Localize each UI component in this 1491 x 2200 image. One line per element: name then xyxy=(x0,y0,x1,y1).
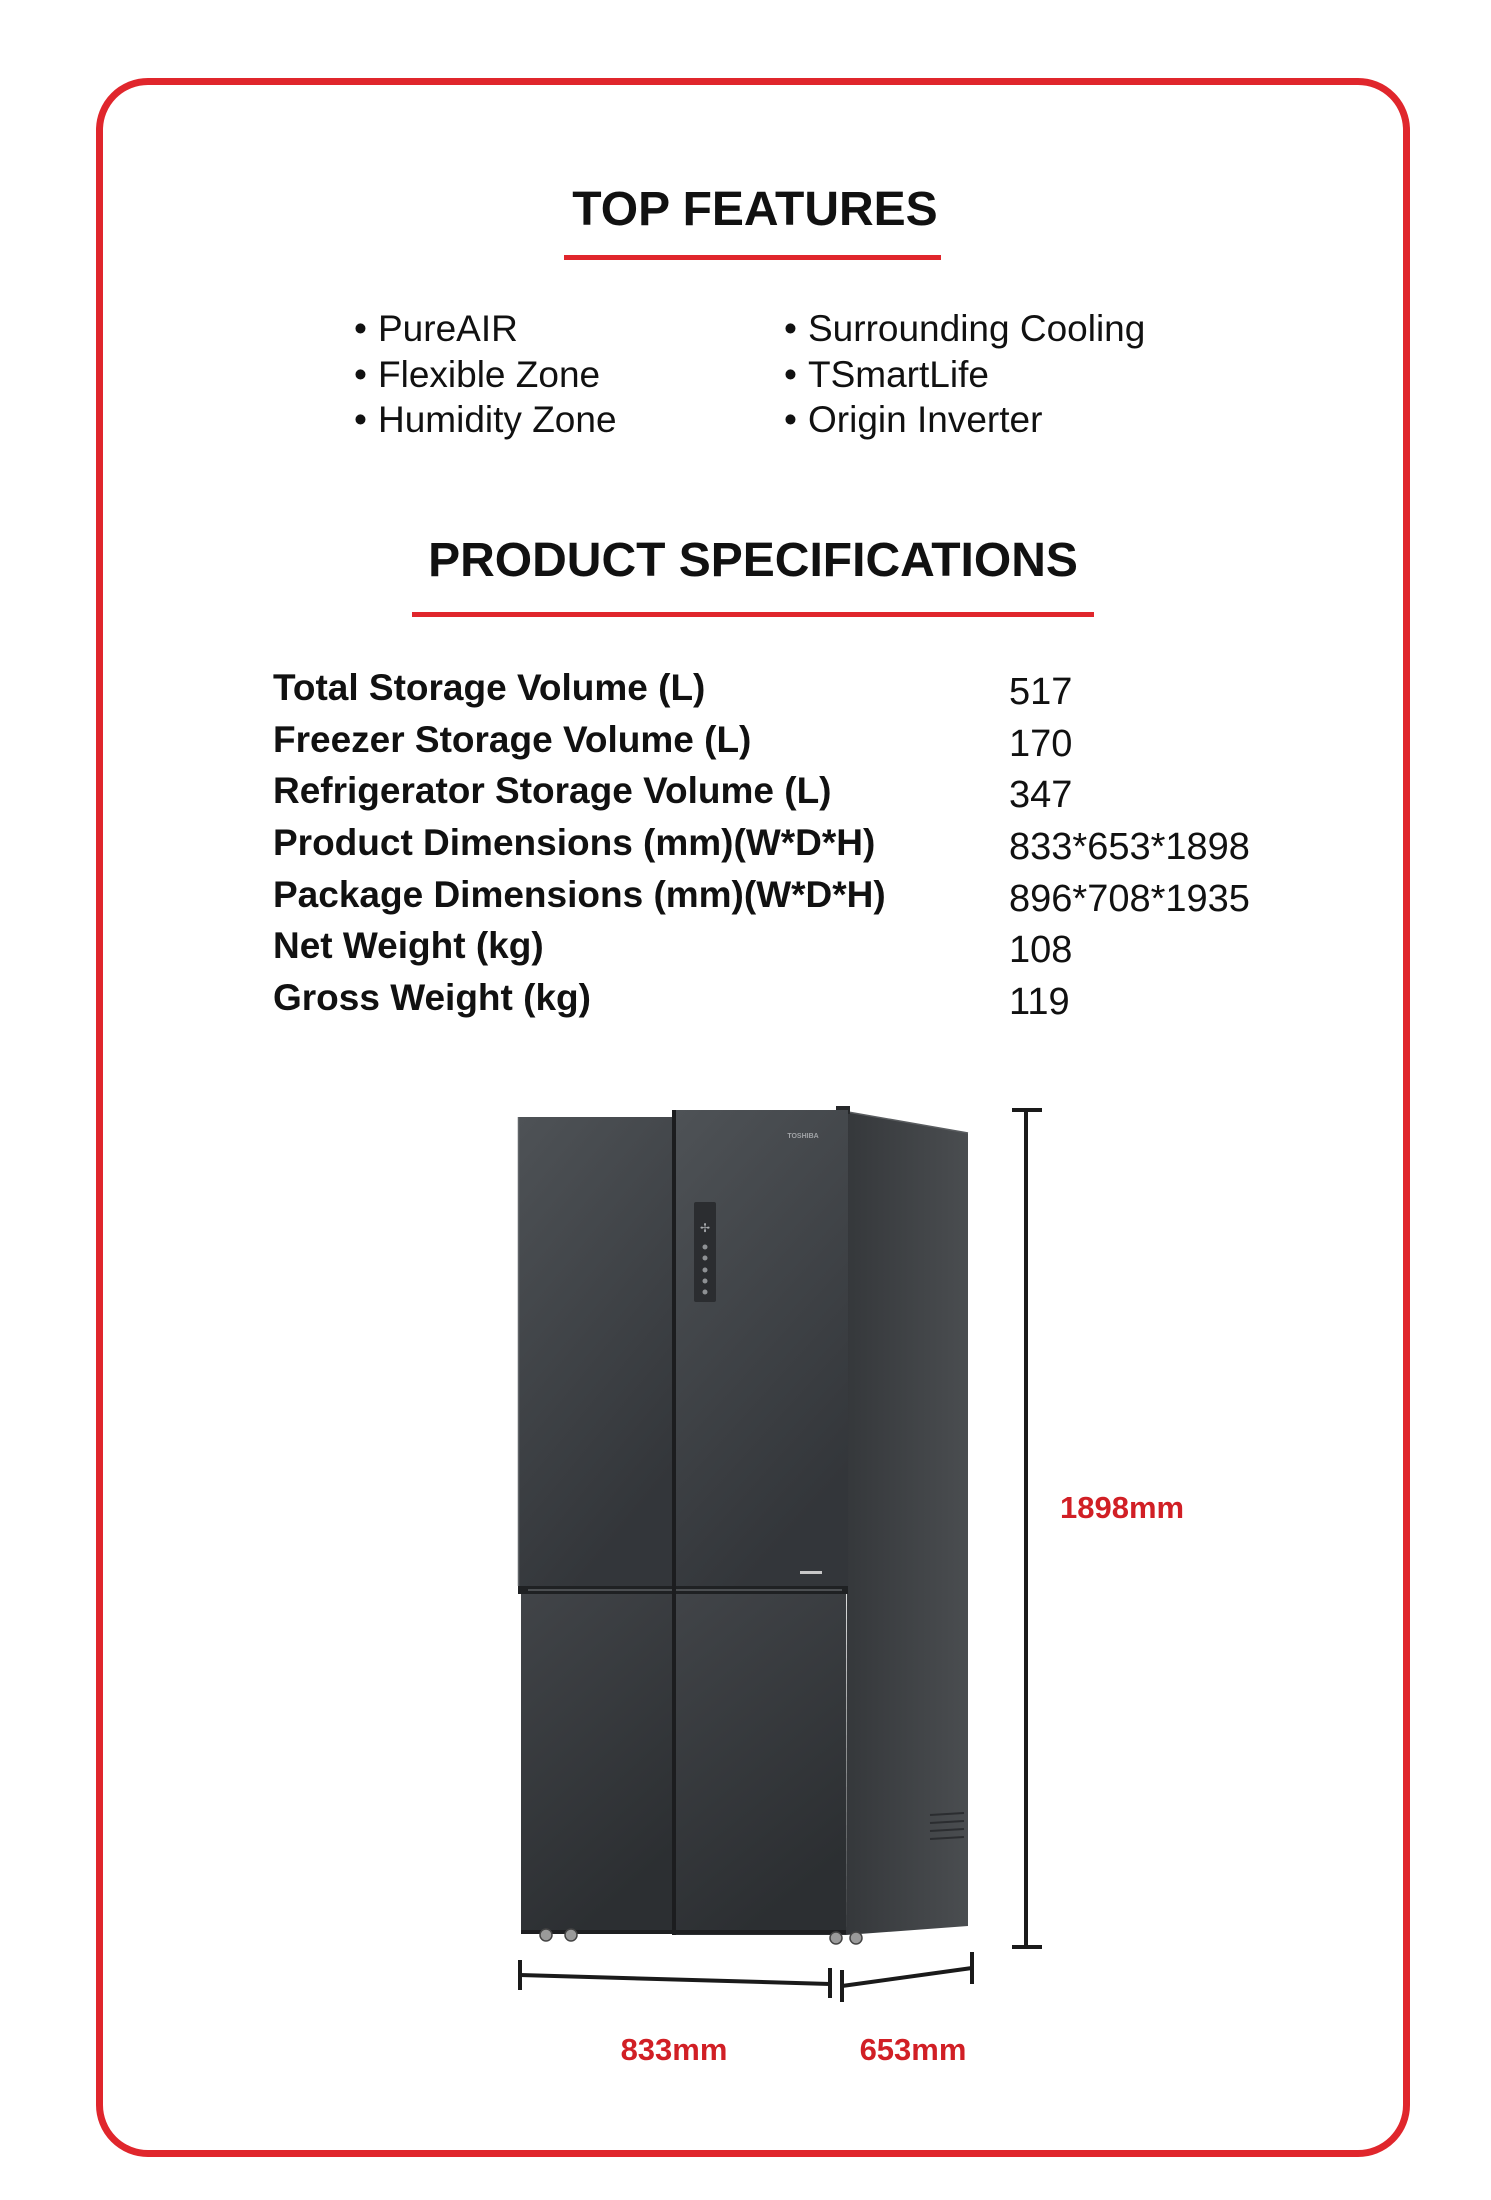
display-panel xyxy=(694,1202,716,1302)
feature-text: Humidity Zone xyxy=(378,399,617,440)
spec-value: 347 xyxy=(1009,774,1073,817)
feature-item xyxy=(354,352,617,398)
panel-button-icon xyxy=(703,1268,708,1273)
wheel-icon xyxy=(540,1929,552,1941)
wheel-icon xyxy=(565,1929,577,1941)
top-features-title: TOP FEATURES xyxy=(572,183,938,236)
spec-row xyxy=(273,920,1273,972)
feature-item xyxy=(354,397,617,443)
feature-item xyxy=(784,306,1145,352)
spec-label: Product Dimensions (mm)(W*D*H) xyxy=(273,822,876,864)
wheel-icon xyxy=(830,1932,842,1944)
spec-row xyxy=(273,817,1273,869)
spec-label: Freezer Storage Volume (L) xyxy=(273,718,752,760)
features-left-column xyxy=(354,306,617,443)
feature-text: TSmartLife xyxy=(808,353,989,395)
width-line xyxy=(520,1975,830,1984)
refrigerator-illustration xyxy=(480,1090,1240,2020)
product-specifications-underline xyxy=(412,612,1094,617)
bullet-icon xyxy=(784,306,808,352)
feature-text: Surrounding Cooling xyxy=(808,308,1146,349)
brand-logo: TOSHIBA xyxy=(787,1133,819,1140)
feature-item xyxy=(784,397,1145,443)
spec-value: 896*708*1935 xyxy=(1009,877,1250,920)
feature-text: PureAIR xyxy=(378,308,518,349)
spec-label: Package Dimensions (mm)(W*D*H) xyxy=(273,873,886,915)
spec-table xyxy=(273,662,1273,1024)
spec-row xyxy=(273,662,1273,714)
door-center-gap xyxy=(672,1110,676,1935)
top-features-underline xyxy=(564,255,941,260)
depth-dimension-line xyxy=(842,1952,972,2002)
bullet-icon xyxy=(354,306,378,352)
spec-value: 119 xyxy=(1009,981,1070,1024)
lower-right-door xyxy=(676,1594,846,1935)
spec-value: 170 xyxy=(1009,722,1073,765)
feature-item xyxy=(784,352,1145,398)
control-panel xyxy=(694,1202,716,1302)
fridge-side-panel xyxy=(846,1112,968,1935)
panel-button-icon xyxy=(703,1256,708,1261)
door-badge xyxy=(800,1571,822,1574)
depth-dimension-label: 653mm xyxy=(859,2032,967,2067)
upper-left-door xyxy=(518,1117,672,1586)
feature-item xyxy=(354,306,617,352)
width-dimension-label: 833mm xyxy=(620,2032,728,2067)
bullet-icon xyxy=(354,352,378,398)
spec-label: Refrigerator Storage Volume (L) xyxy=(273,770,832,812)
spec-value: 108 xyxy=(1009,929,1073,972)
product-specifications-title: PRODUCT SPECIFICATIONS xyxy=(428,534,1078,587)
height-dimension-line xyxy=(1012,1110,1042,1947)
bullet-icon xyxy=(354,397,378,443)
spec-label: Total Storage Volume (L) xyxy=(273,667,706,708)
bullet-icon xyxy=(784,397,808,443)
feature-text: Origin Inverter xyxy=(808,399,1043,440)
spec-row xyxy=(273,972,1273,1024)
fan-icon: ✢ xyxy=(699,1221,711,1235)
panel-button-icon xyxy=(703,1290,708,1295)
spec-row xyxy=(273,714,1273,766)
features-right-column xyxy=(784,306,1145,443)
feature-text: Flexible Zone xyxy=(378,353,601,395)
bullet-icon xyxy=(784,352,808,398)
upper-right-door xyxy=(676,1110,848,1586)
spec-label: Gross Weight (kg) xyxy=(273,977,591,1019)
spec-row xyxy=(273,765,1273,817)
width-dimension-line xyxy=(520,1960,830,1998)
height-dimension-label: 1898mm xyxy=(1060,1490,1185,1525)
lower-left-door xyxy=(521,1594,672,1932)
spec-row xyxy=(273,869,1273,921)
spec-value: 517 xyxy=(1009,671,1073,713)
spec-label: Net Weight (kg) xyxy=(273,925,544,967)
spec-value: 833*653*1898 xyxy=(1009,826,1250,869)
panel-button-icon xyxy=(703,1279,708,1284)
wheel-icon xyxy=(850,1932,862,1944)
panel-button-icon xyxy=(703,1245,708,1250)
depth-line xyxy=(842,1968,972,1986)
